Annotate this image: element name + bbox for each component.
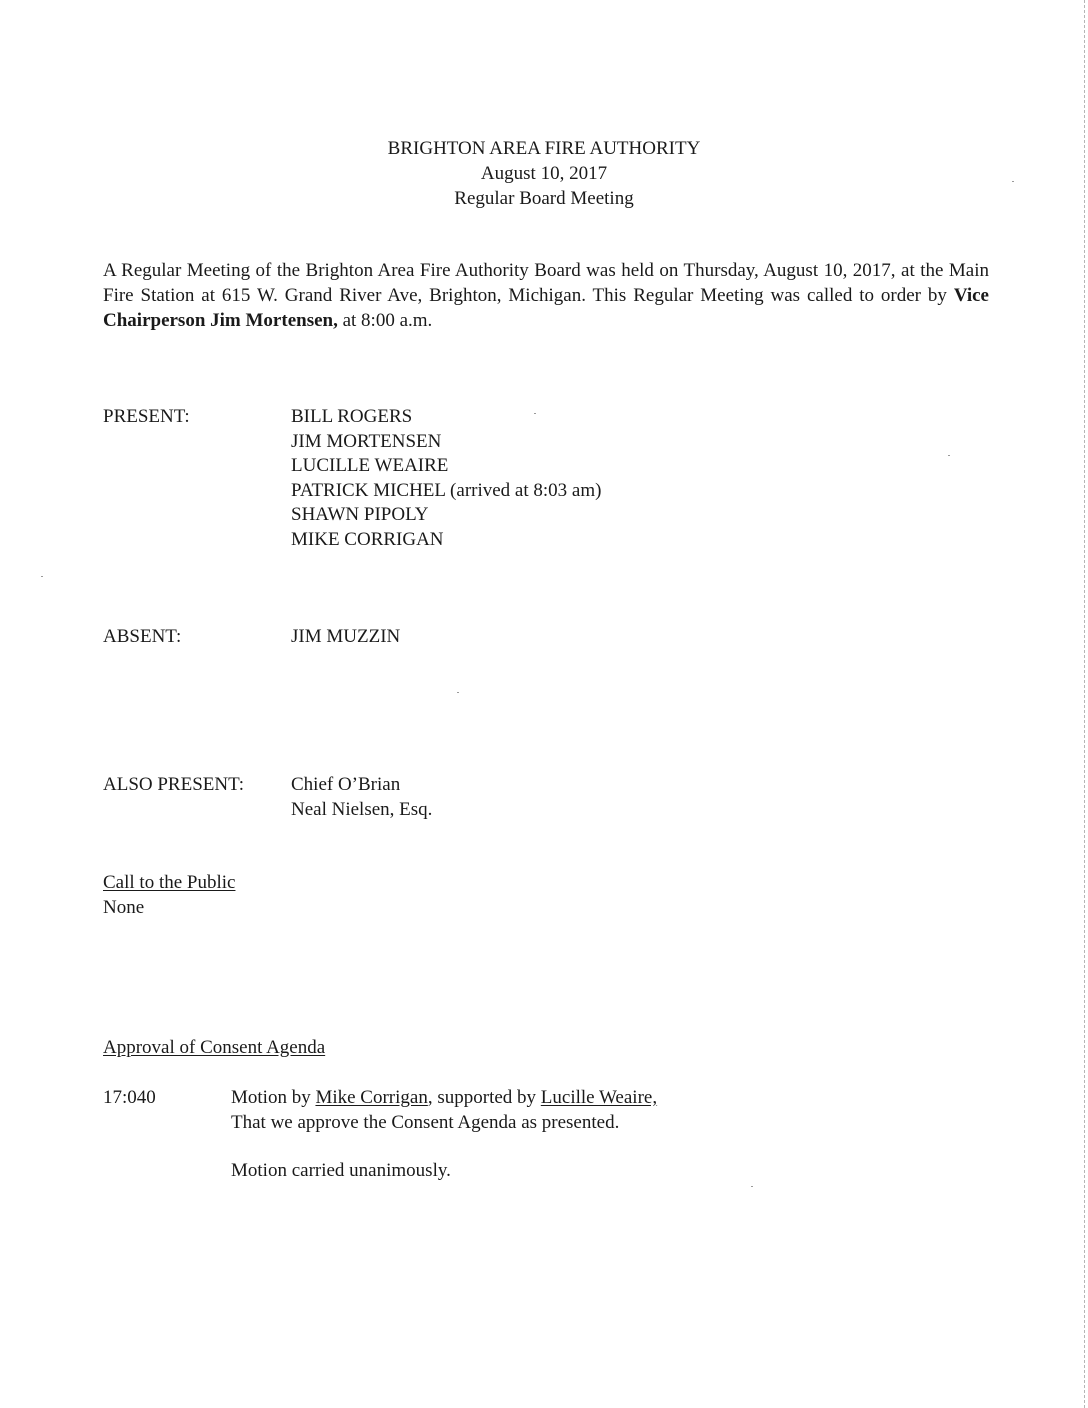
present-list: [291, 405, 601, 552]
also-present-member: Neal Nielsen, Esq.: [291, 798, 433, 820]
present-label: PRESENT:: [103, 406, 190, 427]
motion-resolution: That we approve the Consent Agenda as presented.: [231, 1111, 620, 1133]
organization-title: BRIGHTON AREA FIRE AUTHORITY: [387, 138, 701, 159]
motion-spacer: [231, 1135, 657, 1159]
present-member: PATRICK MICHEL (arrived at 8:03 am): [291, 479, 602, 501]
absent-member: JIM MUZZIN: [291, 626, 401, 647]
absent-list: [291, 625, 400, 650]
also-present-list: [291, 773, 432, 822]
present-member: BILL ROGERS: [291, 406, 413, 427]
present-member: SHAWN PIPOLY: [291, 504, 429, 525]
scan-speck: [1012, 181, 1014, 182]
motion-number: 17:040: [103, 1087, 156, 1108]
present-member: JIM MORTENSEN: [291, 430, 442, 452]
intro-text-part2: at 8:00 a.m.: [337, 310, 433, 331]
scan-speck: [457, 692, 459, 693]
motion-mover: Mike Corrigan: [315, 1087, 428, 1108]
scan-speck: [751, 1186, 753, 1187]
intro-text-part1: A Regular Meeting of the Brighton Area Fire Authority Board was held on Thursday, August 10, 2017, at the Main Fire Station at 615 W. Grand River Ave, Brighton, Michigan. This Regular Meeting was called to order by: [103, 260, 989, 306]
presiding-officer: Vice Chairperson Jim Mortensen,: [103, 285, 989, 331]
scan-speck: [41, 576, 43, 577]
motion-line: [231, 1086, 657, 1111]
scan-speck: [948, 455, 950, 456]
motion-supporter: Lucille Weaire,: [540, 1087, 658, 1108]
scan-speck: [534, 413, 536, 414]
motion-result: Motion carried unanimously.: [231, 1160, 451, 1181]
absent-label: ABSENT:: [103, 626, 182, 647]
motion-by-prefix: Motion by: [231, 1087, 316, 1108]
meeting-type: Regular Board Meeting: [454, 188, 634, 209]
also-present-member: Chief O’Brian: [291, 774, 401, 795]
page-scan-edge: [1083, 0, 1085, 1408]
consent-agenda-heading: Approval of Consent Agenda: [103, 1037, 326, 1058]
motion-body: [231, 1086, 657, 1184]
call-to-public-text: None: [103, 897, 145, 918]
present-member: MIKE CORRIGAN: [291, 528, 444, 550]
meeting-date: August 10, 2017: [480, 163, 608, 184]
intro-paragraph: [103, 258, 989, 333]
present-member: LUCILLE WEAIRE: [291, 455, 449, 476]
also-present-label: ALSO PRESENT:: [103, 774, 245, 795]
document-header: [0, 136, 1088, 211]
motion-supported-prefix: , supported by: [427, 1087, 541, 1108]
call-to-public-heading: Call to the Public: [103, 872, 236, 893]
